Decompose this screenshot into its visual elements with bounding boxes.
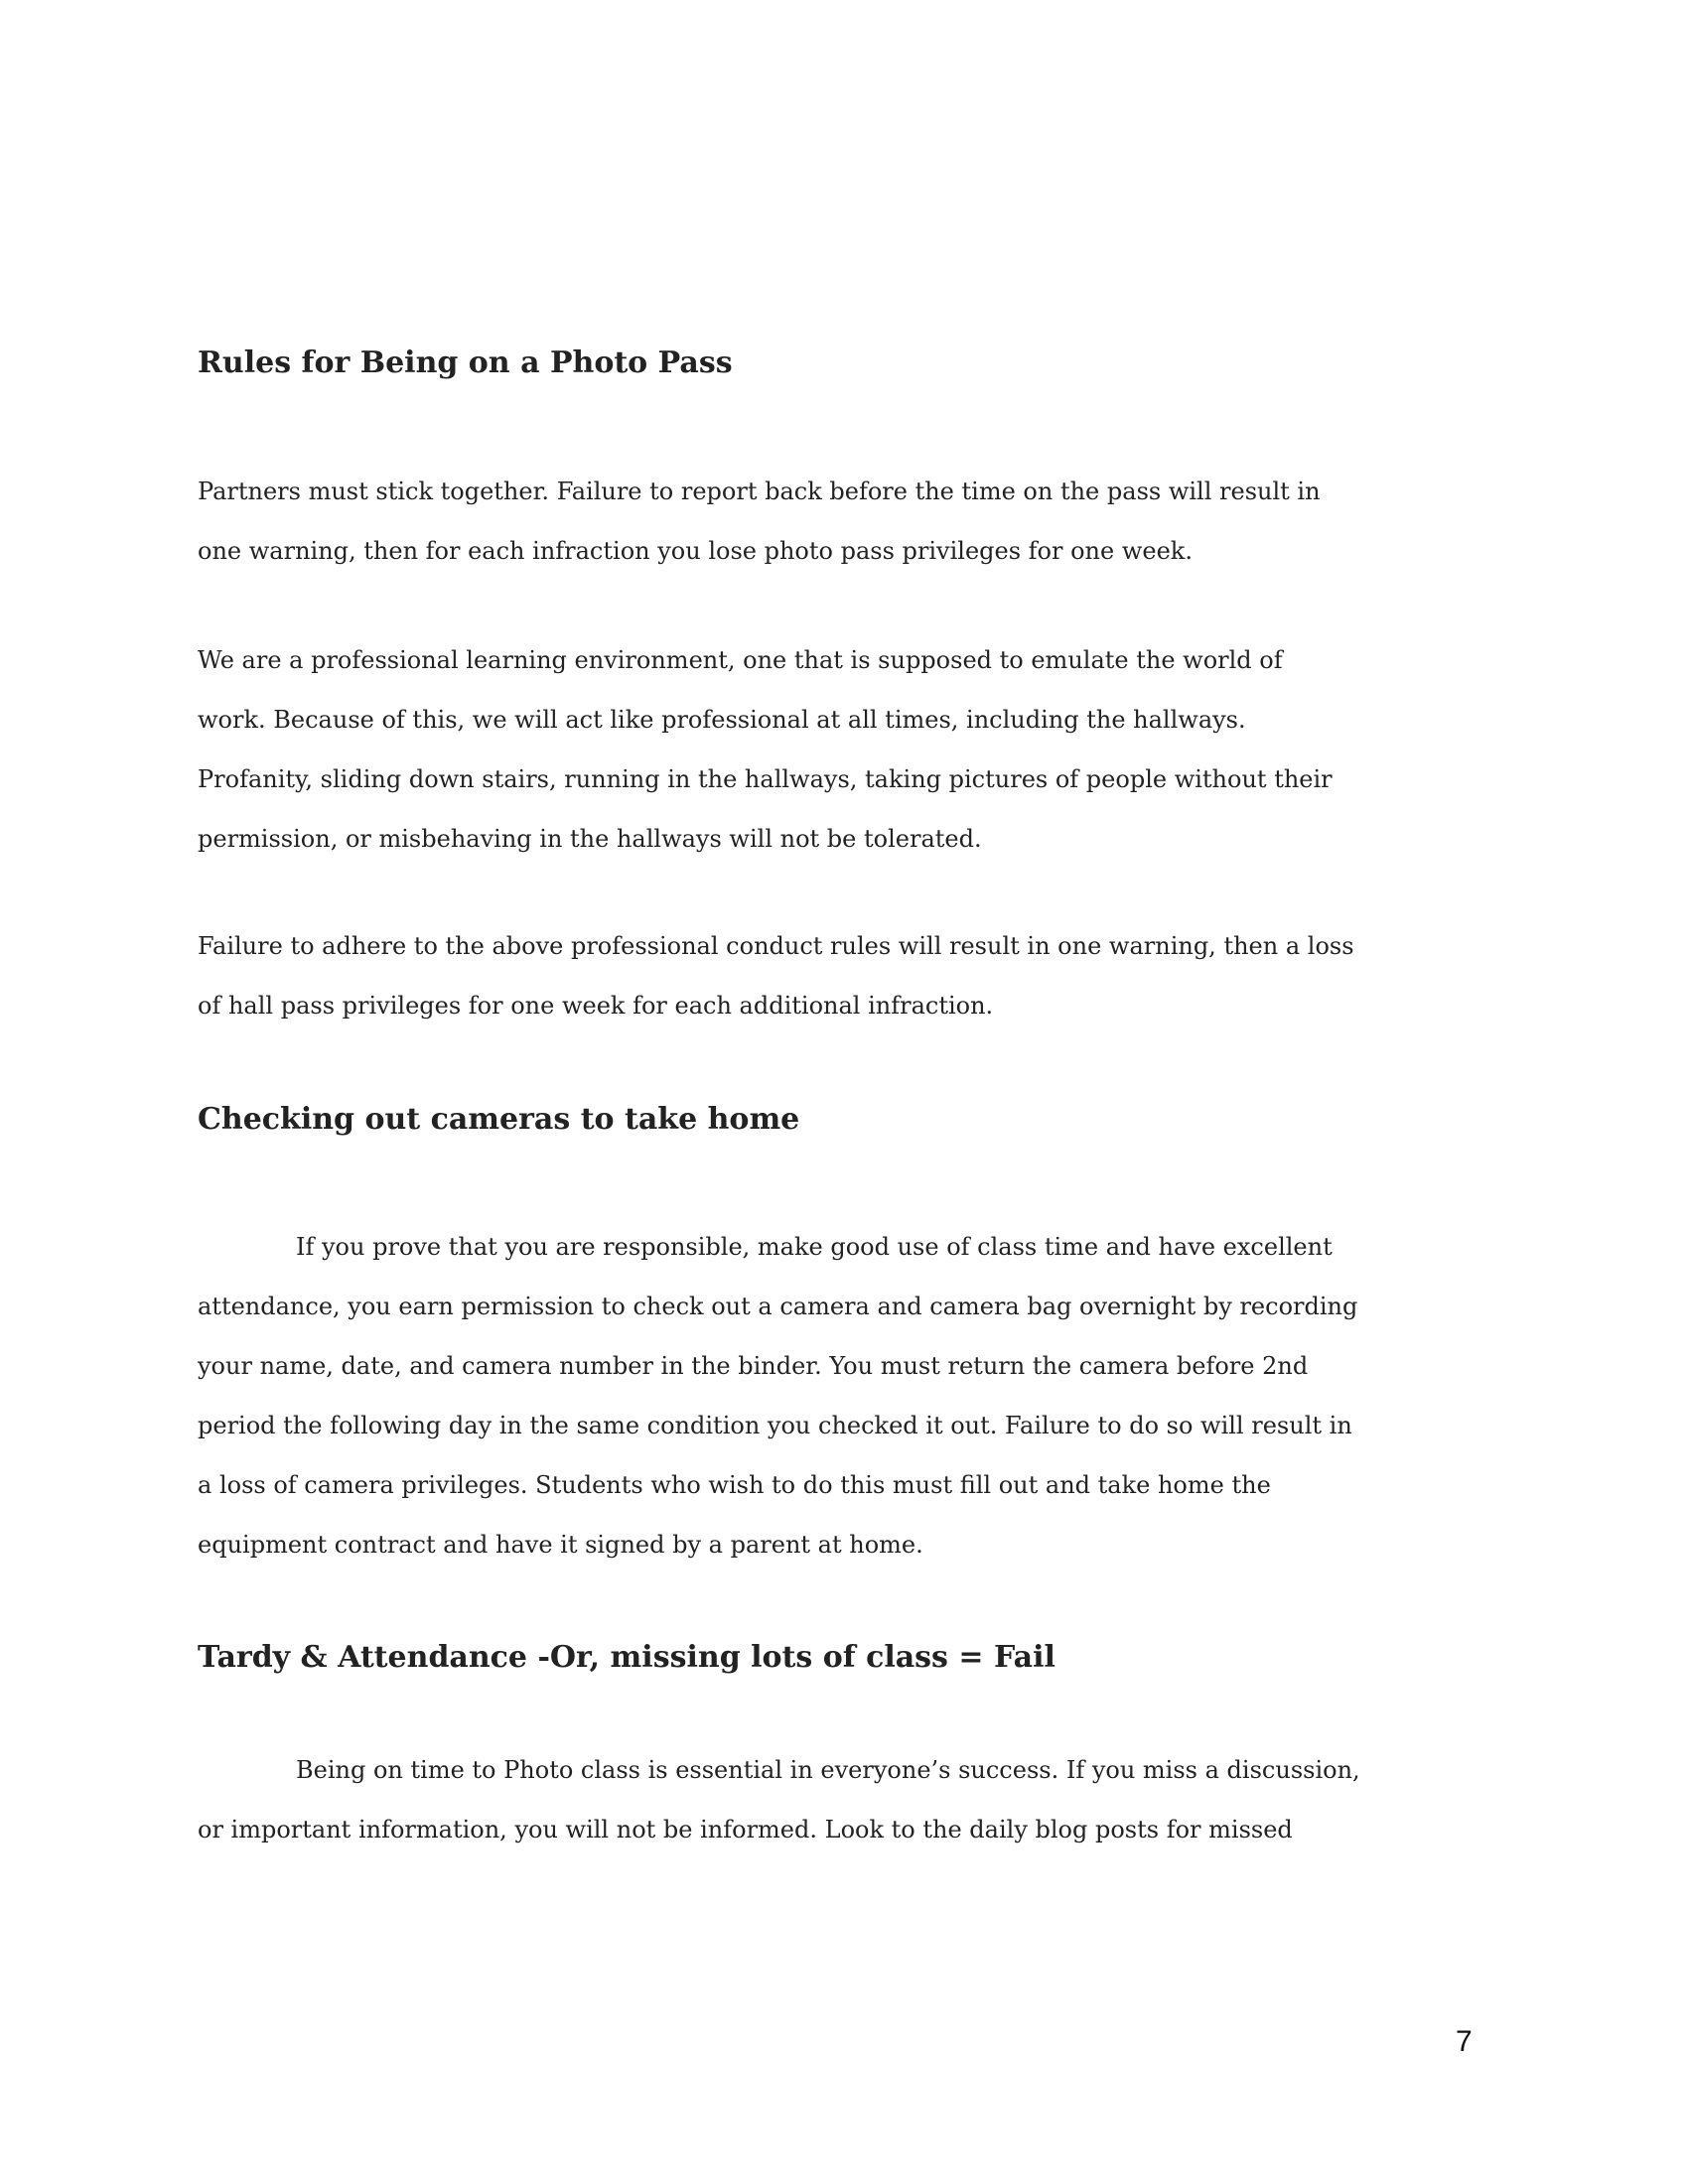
- text-line: or important information, you will not be informed. Look to the daily blog posts for missed: [198, 1816, 1293, 1843]
- text-line: equipment contract and have it signed by a parent at home.: [198, 1531, 923, 1559]
- text-line: work. Because of this, we will act like professional at all times, including the hallways.: [198, 706, 1246, 734]
- section-heading-cameras: Checking out cameras to take home: [198, 1102, 800, 1137]
- text-line: period the following day in the same condition you checked it out. Failure to do so will result in: [198, 1412, 1352, 1439]
- text-line: of hall pass privileges for one week for each additional infraction.: [198, 992, 994, 1020]
- section-heading-tardy: Tardy & Attendance -Or, missing lots of class = Fail: [198, 1640, 1055, 1675]
- page-number: 7: [1456, 2025, 1473, 2058]
- text-line: Partners must stick together. Failure to report back before the time on the pass will result in: [198, 478, 1321, 505]
- text-line: We are a professional learning environment, one that is supposed to emulate the world of: [198, 646, 1283, 674]
- text-line: one warning, then for each infraction you lose photo pass privileges for one week.: [198, 537, 1193, 565]
- text-line: Being on time to Photo class is essential in everyone’s success. If you miss a discussion,: [296, 1756, 1360, 1784]
- text-line: If you prove that you are responsible, make good use of class time and have excellent: [296, 1233, 1333, 1261]
- text-line: attendance, you earn permission to check out a camera and camera bag overnight by recording: [198, 1293, 1358, 1320]
- text-line: Failure to adhere to the above professional conduct rules will result in one warning, then a loss: [198, 932, 1354, 960]
- text-line: a loss of camera privileges. Students who wish to do this must fill out and take home the: [198, 1471, 1271, 1499]
- text-line: Profanity, sliding down stairs, running in the hallways, taking pictures of people without their: [198, 765, 1333, 793]
- text-line: your name, date, and camera number in the binder. You must return the camera before 2nd: [198, 1352, 1309, 1380]
- section-heading-photo-pass: Rules for Being on a Photo Pass: [198, 345, 733, 380]
- text-line: permission, or misbehaving in the hallways will not be tolerated.: [198, 825, 982, 853]
